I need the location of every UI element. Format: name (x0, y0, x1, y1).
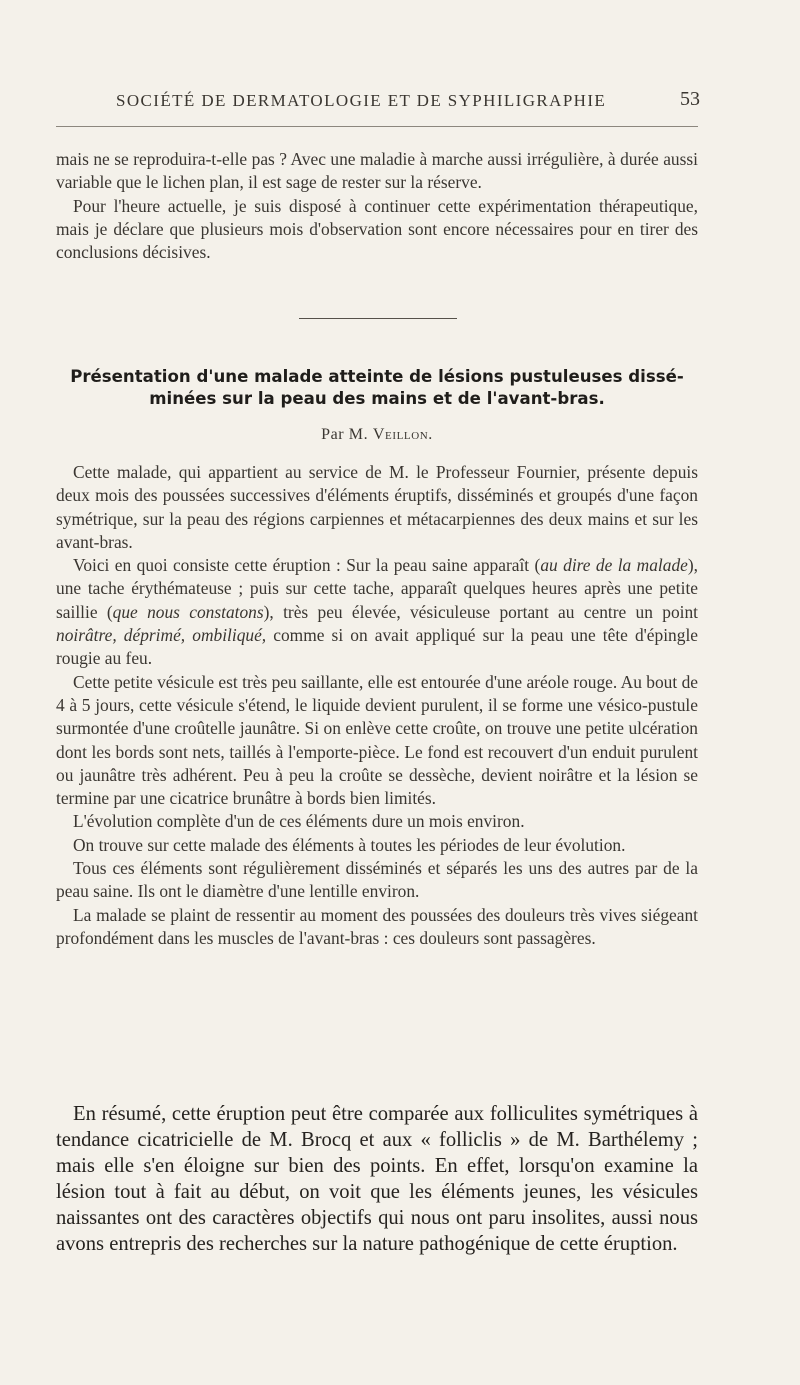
intro-paragraph-2: Pour l'heure actuelle, je suis disposé à continuer cette expérimentation thérapeutique, mais je déclare que plusieurs mois d'observation sont encore nécessaires pour en tirer des conclusions décisives. (56, 195, 698, 263)
body-paragraph-5: On trouve sur cette malade des éléments à toutes les périodes de leur évolution. (73, 834, 626, 855)
article-title-line-2: minées sur la peau des mains et de l'avant-bras. (149, 389, 605, 408)
body-p2-text-b: ), une tache érythémateuse ; puis sur cette tache, apparaît quelques heures après une petite saillie ( (56, 555, 698, 622)
body-p2-italic-2: que nous constatons (112, 601, 264, 622)
running-title: SOCIÉTÉ DE DERMATOLOGIE ET DE SYPHILIGRAPHIE (116, 91, 607, 110)
article-body (56, 461, 698, 950)
section-separator (299, 318, 457, 319)
page-header (56, 88, 700, 122)
header-rule (56, 126, 698, 127)
body-paragraph-2 (56, 554, 698, 670)
body-p2-text-a: Voici en quoi consiste cette éruption : Sur la peau saine apparaît ( (73, 555, 541, 576)
summary-section (56, 1101, 698, 1257)
article-title (56, 366, 698, 410)
byline-prefix: Par M. (321, 426, 369, 443)
intro-paragraph-1: mais ne se reproduira-t-elle pas ? Avec une maladie à marche aussi irrégulière, à durée aussi variable que le lichen plan, il est sage de rester sur la réserve. (56, 149, 698, 193)
body-p2-text-c: ), très peu élevée, vésiculeuse portant au centre un point (263, 601, 698, 622)
body-paragraph-4: L'évolution complète d'un de ces éléments dure un mois environ. (73, 811, 525, 832)
intro-section (56, 148, 698, 264)
body-paragraph-7: La malade se plaint de ressentir au moment des poussées des douleurs très vives siégeant profondément dans les muscles de l'avant-bras : ces douleurs sont passagères. (56, 904, 698, 948)
body-p2-text-d: comme si on avait appliqué sur la peau une tête d'épingle rougie au feu. (56, 625, 698, 669)
body-paragraph-1: Cette malade, qui appartient au service de M. le Professeur Fournier, présente depuis deux mois des poussées successives d'éléments éruptifs, disséminés et groupés d'une façon symétrique, sur la peau des régions carpiennes et métacarpiennes des deux mains et sur les avant-bras. (56, 462, 698, 552)
article-byline (56, 426, 698, 444)
body-p2-italic-1: au dire de la malade (540, 555, 688, 576)
page-number: 53 (680, 88, 700, 110)
body-paragraph-6: Tous ces éléments sont régulièrement disséminés et séparés les uns des autres par de la peau saine. Ils ont le diamètre d'une lentille environ. (56, 858, 698, 902)
byline-author: Veillon. (372, 426, 433, 443)
body-p2-italic-3: noirâtre, déprimé, ombiliqué, (56, 625, 267, 646)
summary-paragraph: En résumé, cette éruption peut être comparée aux folliculites symétriques à tendance cicatricielle de M. Brocq et aux « folliclis » de M. Barthélemy ; mais elle s'en éloigne sur bien des points. En effet, lorsqu'on examine la lésion tout à fait au début, on voit que les éléments jeunes, les vésicules naissantes ont des caractères objectifs qui nous ont paru insolites, aussi nous avons entrepris des recherches sur la nature pathogénique de cette éruption. (56, 1103, 698, 1255)
article-title-line-1: Présentation d'une malade atteinte de lésions pustuleuses dissé- (70, 367, 684, 386)
body-paragraph-3: Cette petite vésicule est très peu saillante, elle est entourée d'une aréole rouge. Au bout de 4 à 5 jours, cette vésicule s'étend, le liquide devient purulent, il se forme une vésico-pustule surmontée d'une croûtelle jaunâtre. Si on enlève cette croûte, on trouve une petite ulcération dont les bords sont nets, taillés à l'emporte-pièce. Le fond est recouvert d'un enduit purulent ou jaunâtre très adhérent. Peu à peu la croûte se dessèche, devient noirâtre et la lésion se termine par une cicatrice brunâtre à bords bien limités. (56, 671, 698, 809)
